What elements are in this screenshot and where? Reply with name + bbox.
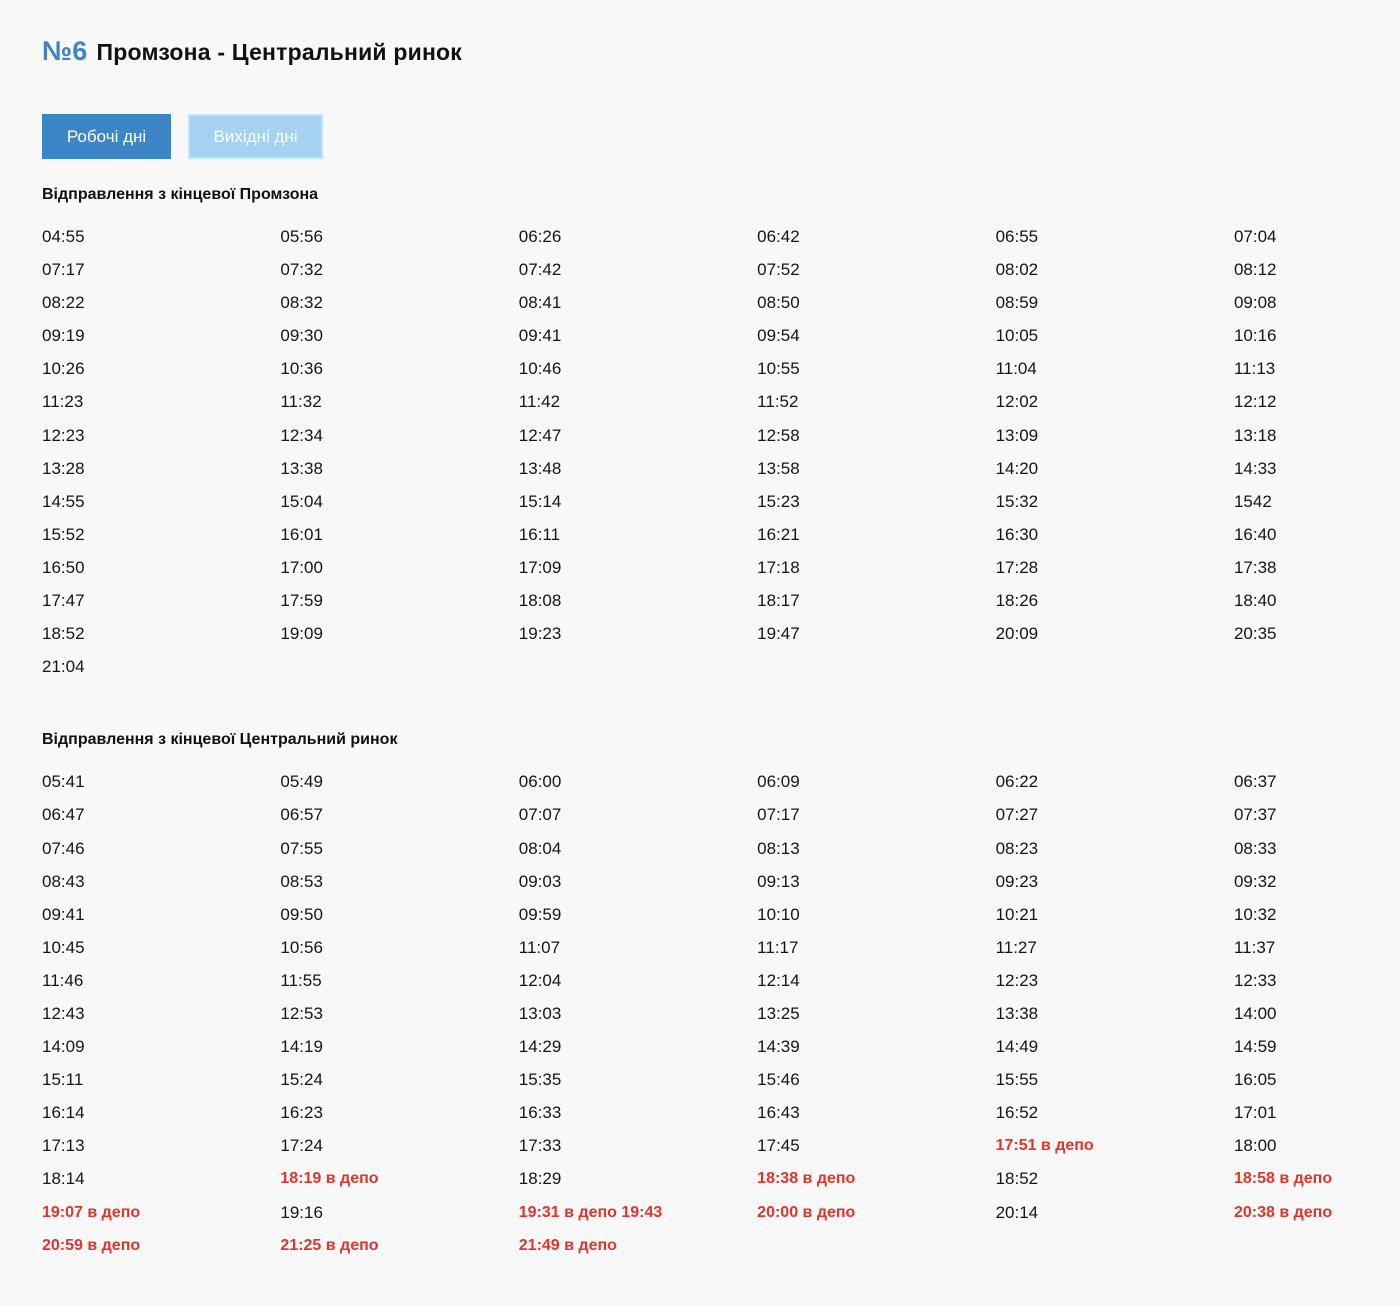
departure-time: 07:55 xyxy=(280,838,323,858)
departure-time: 08:22 xyxy=(42,293,85,313)
departure-time: 13:03 xyxy=(518,1003,562,1023)
departure-time-depot: 21:49 в депо xyxy=(518,1236,617,1254)
departure-time: 07:46 xyxy=(42,838,85,858)
departure-time: 12:23 xyxy=(42,425,85,445)
departure-time: 18:26 xyxy=(995,591,1039,611)
departure-time: 14:59 xyxy=(1233,1037,1277,1057)
departure-time: 09:30 xyxy=(280,326,323,346)
departure-time: 14:33 xyxy=(1233,458,1277,478)
departure-time: 16:50 xyxy=(42,557,85,577)
departure-time: 14:49 xyxy=(995,1037,1039,1057)
departure-time: 11:27 xyxy=(995,937,1037,957)
departure-time: 15:35 xyxy=(518,1070,562,1090)
departure-time: 08:50 xyxy=(757,293,800,313)
departure-time: 09:50 xyxy=(280,904,323,924)
departure-time: 19:16 xyxy=(280,1202,323,1222)
departure-time: 10:36 xyxy=(280,359,323,379)
departure-time: 17:33 xyxy=(518,1136,562,1156)
departure-time: 18:17 xyxy=(757,591,800,611)
departure-time-depot: 18:19 в депо xyxy=(280,1170,379,1188)
departure-time: 14:09 xyxy=(42,1037,85,1057)
departure-time: 08:13 xyxy=(757,838,800,858)
departure-time: 14:29 xyxy=(518,1037,562,1057)
departure-time: 11:42 xyxy=(518,392,561,412)
departure-time: 17:38 xyxy=(1233,557,1277,577)
departure-time: 14:39 xyxy=(757,1037,800,1057)
departure-time: 10:26 xyxy=(42,359,85,379)
departure-time: 07:42 xyxy=(518,260,562,280)
departure-time: 05:41 xyxy=(42,772,85,792)
departure-time: 09:54 xyxy=(757,326,800,346)
departure-time: 17:28 xyxy=(995,557,1039,577)
departure-time: 09:41 xyxy=(42,904,85,924)
departure-time: 20:09 xyxy=(995,624,1039,644)
departures-grid-central-market xyxy=(42,765,1400,1261)
departure-time: 15:04 xyxy=(280,491,323,511)
departure-time: 08:02 xyxy=(995,260,1039,280)
departure-time: 08:53 xyxy=(280,871,323,891)
departure-time: 19:23 xyxy=(518,624,562,644)
departure-time-depot: 21:25 в депо xyxy=(280,1236,379,1254)
departure-time: 06:42 xyxy=(757,227,800,246)
departure-time: 08:59 xyxy=(995,293,1039,313)
departure-time: 10:45 xyxy=(42,937,85,957)
departure-time: 10:10 xyxy=(757,904,800,924)
departure-time: 17:45 xyxy=(757,1136,800,1156)
departure-time: 12:58 xyxy=(757,425,800,445)
departure-time: 17:59 xyxy=(280,591,323,611)
departure-time-depot: 20:59 в депо xyxy=(42,1236,141,1254)
departure-time: 10:56 xyxy=(280,937,323,957)
departure-time-depot: 19:31 в депо 19:43 xyxy=(518,1203,663,1221)
departure-time: 17:09 xyxy=(518,557,562,577)
departure-time: 13:25 xyxy=(757,1003,800,1023)
departure-time: 12:33 xyxy=(1233,970,1277,990)
departure-time: 08:33 xyxy=(1233,838,1277,858)
departure-time: 06:37 xyxy=(1233,772,1277,792)
departure-time: 11:55 xyxy=(280,970,322,990)
departure-time: 12:02 xyxy=(995,392,1039,412)
departure-time: 12:47 xyxy=(518,425,562,445)
departure-time-depot: 18:38 в депо xyxy=(757,1170,856,1188)
departure-time: 17:24 xyxy=(280,1136,323,1156)
departure-time: 10:32 xyxy=(1233,904,1277,924)
departure-time-depot: 18:58 в депо xyxy=(1233,1170,1333,1188)
departure-time: 06:57 xyxy=(280,805,323,825)
departure-time: 07:52 xyxy=(757,260,800,280)
departure-time: 16:30 xyxy=(995,524,1039,544)
departure-time: 09:19 xyxy=(42,326,85,346)
departure-time: 16:14 xyxy=(42,1103,85,1123)
departure-time: 13:09 xyxy=(995,425,1039,445)
section-title-central-market: Відправлення з кінцевої Центральний ринок xyxy=(42,731,398,749)
departure-time: 13:38 xyxy=(280,458,323,478)
departure-time: 13:38 xyxy=(995,1003,1039,1023)
departure-time: 06:09 xyxy=(757,772,800,792)
departure-time: 12:23 xyxy=(995,970,1039,990)
departure-time: 15:46 xyxy=(757,1070,800,1090)
section-title-promzona: Відправлення з кінцевої Промзона xyxy=(42,186,319,203)
departure-time: 08:12 xyxy=(1233,260,1277,280)
departure-time: 14:55 xyxy=(42,491,85,511)
departure-time: 07:17 xyxy=(42,260,85,280)
departure-time: 18:29 xyxy=(518,1169,562,1189)
departure-time: 07:27 xyxy=(995,805,1039,825)
departure-time: 06:26 xyxy=(518,227,562,246)
departure-time: 17:13 xyxy=(42,1136,85,1156)
departure-time: 16:43 xyxy=(757,1103,800,1123)
departure-time: 05:56 xyxy=(280,227,323,246)
departure-time: 11:07 xyxy=(518,937,561,957)
departure-time: 11:17 xyxy=(757,937,799,957)
departure-time: 15:52 xyxy=(42,524,85,544)
departure-time: 11:52 xyxy=(757,392,799,412)
departure-time: 12:12 xyxy=(1233,392,1277,412)
departure-time-depot: 17:51 в депо xyxy=(995,1137,1094,1155)
departure-time: 07:17 xyxy=(757,805,800,825)
departure-time: 08:43 xyxy=(42,871,85,891)
departure-time: 12:43 xyxy=(42,1003,85,1023)
departure-time: 10:46 xyxy=(518,359,562,379)
tab-weekdays[interactable]: Робочі дні xyxy=(42,114,171,159)
departure-time: 12:34 xyxy=(280,425,323,445)
departure-time: 16:11 xyxy=(518,524,561,544)
departure-time: 09:59 xyxy=(518,904,562,924)
departure-time: 16:05 xyxy=(1233,1070,1277,1090)
departure-time: 07:04 xyxy=(1233,227,1277,246)
departure-time: 20:35 xyxy=(1233,624,1277,644)
departure-time: 07:32 xyxy=(280,260,323,280)
departure-time: 21:04 xyxy=(42,657,85,677)
departure-time: 16:23 xyxy=(280,1103,323,1123)
departure-time: 09:32 xyxy=(1233,871,1277,891)
departure-time: 16:33 xyxy=(518,1103,562,1123)
departure-time: 19:47 xyxy=(757,624,800,644)
departure-time: 19:09 xyxy=(280,624,323,644)
departure-time: 06:55 xyxy=(995,227,1039,246)
departure-time: 15:11 xyxy=(42,1070,84,1090)
departure-time: 14:20 xyxy=(995,458,1039,478)
departure-time: 18:08 xyxy=(518,591,562,611)
departure-time-depot: 20:00 в депо xyxy=(757,1203,856,1221)
departure-time: 18:52 xyxy=(42,624,85,644)
departure-time: 13:58 xyxy=(757,458,800,478)
departure-time: 18:40 xyxy=(1233,591,1277,611)
departure-time: 18:00 xyxy=(1233,1136,1277,1156)
departure-time: 12:04 xyxy=(518,970,562,990)
day-type-tabs xyxy=(42,114,1400,159)
departure-time: 18:14 xyxy=(42,1169,85,1189)
departure-time: 15:32 xyxy=(995,491,1039,511)
departure-time: 13:18 xyxy=(1233,425,1277,445)
departure-time: 08:23 xyxy=(995,838,1039,858)
departure-time-depot: 20:38 в депо xyxy=(1233,1203,1333,1221)
departure-time: 11:32 xyxy=(280,392,322,412)
route-number: №6 xyxy=(42,36,88,66)
departure-time: 10:05 xyxy=(995,326,1039,346)
departure-time: 11:04 xyxy=(995,359,1037,379)
departure-time: 14:19 xyxy=(280,1037,323,1057)
departure-time: 17:18 xyxy=(757,557,800,577)
departure-time: 14:00 xyxy=(1233,1003,1277,1023)
departure-time: 16:21 xyxy=(757,524,800,544)
departure-time: 17:01 xyxy=(1233,1103,1277,1123)
departure-time: 08:32 xyxy=(280,293,323,313)
departure-time: 11:23 xyxy=(42,392,84,412)
departure-time: 08:41 xyxy=(518,293,562,313)
departure-time: 16:01 xyxy=(280,524,323,544)
departure-time: 10:55 xyxy=(757,359,800,379)
departure-time: 15:23 xyxy=(757,491,800,511)
departure-time: 10:21 xyxy=(995,904,1039,924)
departure-time: 20:14 xyxy=(995,1202,1039,1222)
departure-time-depot: 19:07 в депо xyxy=(42,1203,141,1221)
departure-time: 09:08 xyxy=(1233,293,1277,313)
page-title xyxy=(42,36,1400,66)
departure-time: 11:46 xyxy=(42,970,84,990)
departure-time: 1542 xyxy=(1233,491,1272,511)
departure-time: 16:40 xyxy=(1233,524,1277,544)
departure-time: 11:37 xyxy=(1233,937,1276,957)
departure-time: 17:47 xyxy=(42,591,85,611)
departure-time: 06:22 xyxy=(995,772,1039,792)
departure-time: 15:14 xyxy=(518,491,562,511)
departure-time: 13:48 xyxy=(518,458,562,478)
departure-time: 15:24 xyxy=(280,1070,323,1090)
departure-time: 05:49 xyxy=(280,772,323,792)
departure-time: 12:53 xyxy=(280,1003,323,1023)
departure-time: 09:23 xyxy=(995,871,1039,891)
departure-time: 07:07 xyxy=(518,805,562,825)
departure-time: 10:16 xyxy=(1233,326,1277,346)
departure-time: 13:28 xyxy=(42,458,85,478)
route-name: Промзона - Центральний ринок xyxy=(96,39,463,65)
tab-weekends[interactable]: Вихідні дні xyxy=(188,114,323,159)
departure-time: 06:47 xyxy=(42,805,85,825)
departure-time: 04:55 xyxy=(42,227,85,246)
departure-time: 11:13 xyxy=(1233,359,1276,379)
departure-time: 06:00 xyxy=(518,772,562,792)
departure-time: 12:14 xyxy=(757,970,800,990)
departure-time: 16:52 xyxy=(995,1103,1039,1123)
departure-time: 09:13 xyxy=(757,871,800,891)
departure-time: 09:41 xyxy=(518,326,562,346)
departure-time: 15:55 xyxy=(995,1070,1039,1090)
departure-time: 18:52 xyxy=(995,1169,1039,1189)
departure-time: 08:04 xyxy=(518,838,562,858)
departure-time: 07:37 xyxy=(1233,805,1277,825)
departure-time: 09:03 xyxy=(518,871,562,891)
departure-time: 17:00 xyxy=(280,557,323,577)
departures-grid-promzona xyxy=(42,220,1400,683)
